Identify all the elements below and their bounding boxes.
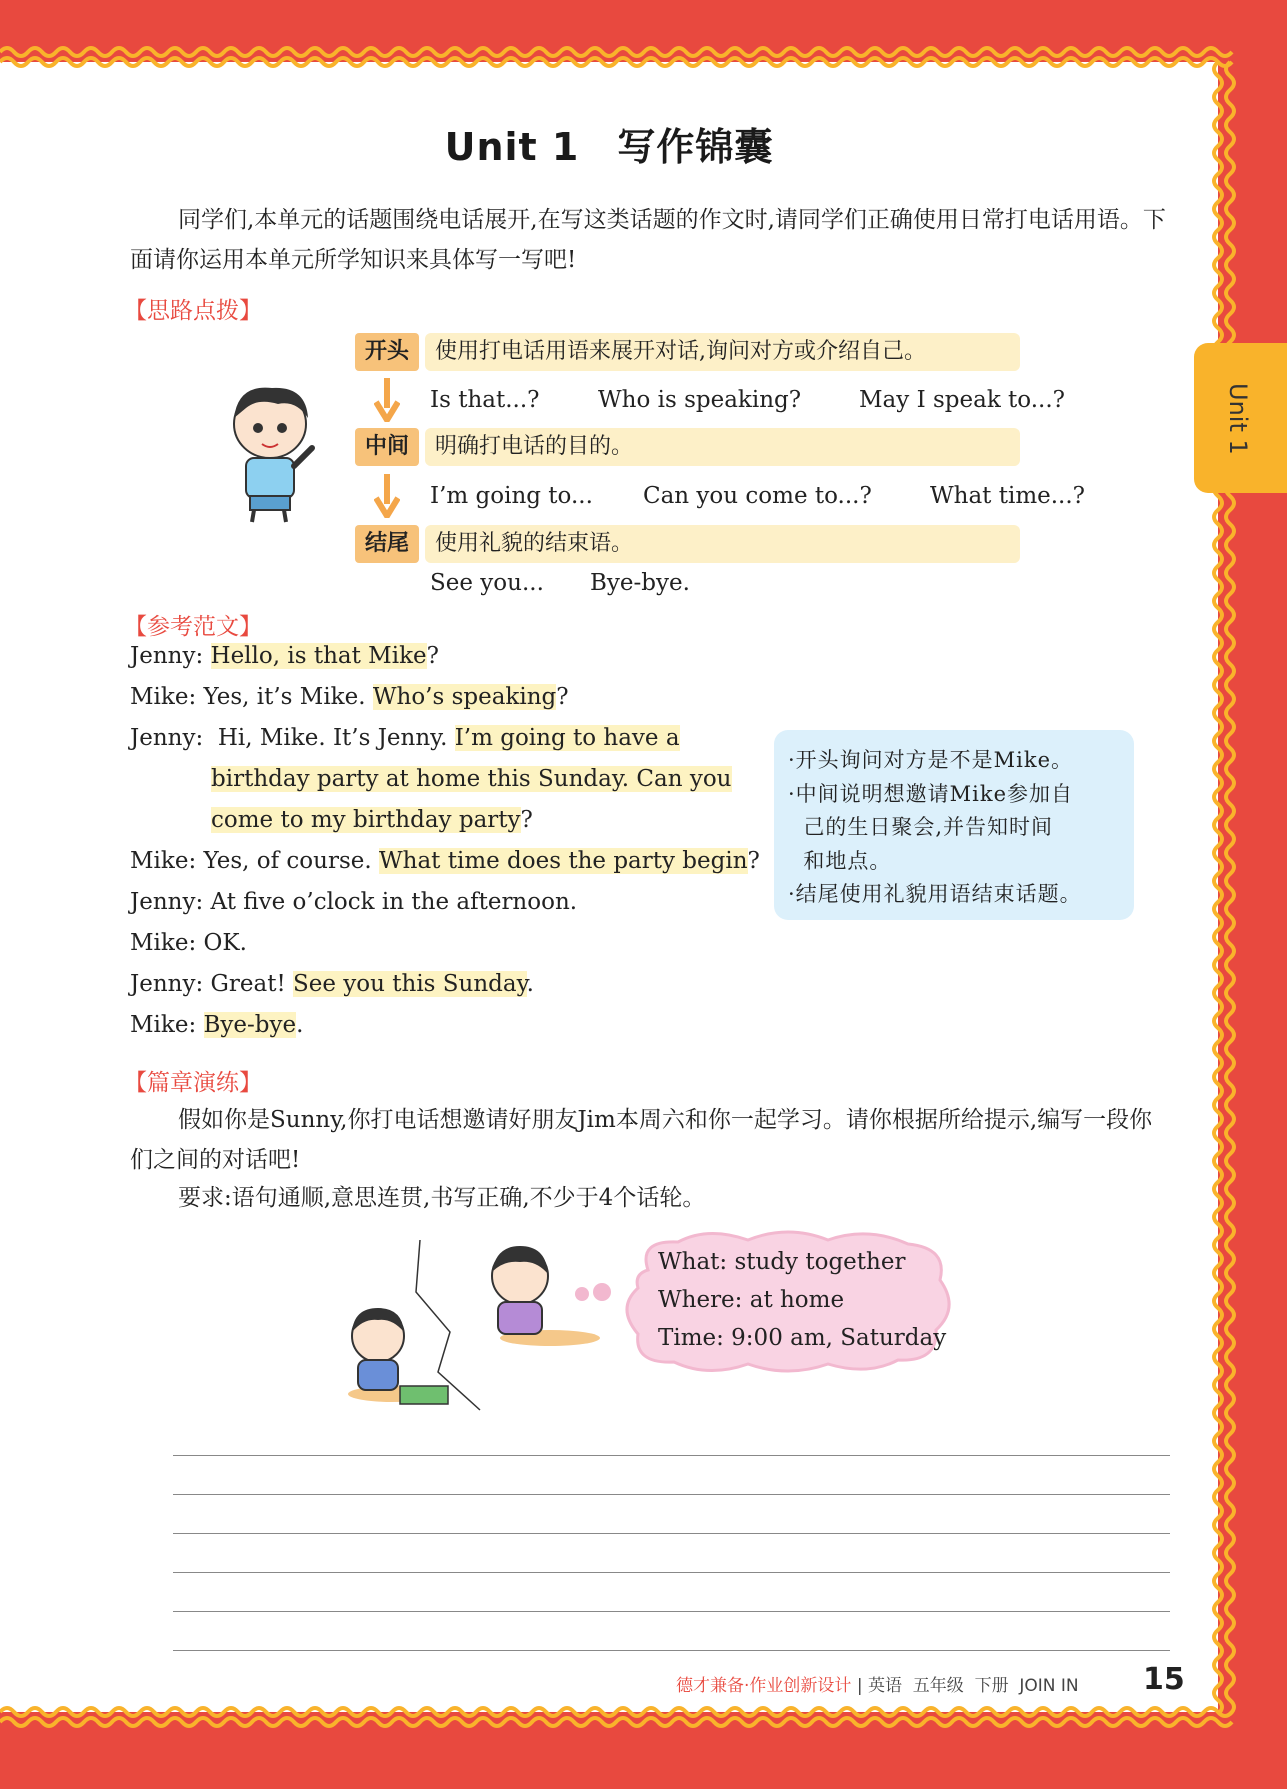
dialogue-line — [211, 759, 732, 800]
dialogue-line — [130, 841, 760, 882]
dialogue-text: ? — [556, 684, 569, 710]
example-middle-2: Can you come to...? — [643, 483, 872, 509]
dialogue-speaker: Mike: — [130, 684, 197, 710]
dialogue-line — [130, 964, 534, 1005]
tag-end: 结尾 — [355, 525, 419, 563]
example-end-2: Bye-bye. — [590, 570, 690, 596]
dialogue-text: Yes, of course. — [196, 848, 379, 874]
dialogue-text — [203, 643, 210, 669]
example-middle-3: What time...? — [930, 483, 1086, 509]
footer-term: 下册 — [974, 1676, 1009, 1696]
dialogue-speaker: Jenny: — [130, 725, 204, 751]
dialogue-highlight: Who’s speaking — [372, 684, 557, 710]
example-start-1: Is that...? — [430, 387, 540, 413]
requirement-text: 要求:语句通顺,意思连贯,书写正确,不少于4个话轮。 — [178, 1185, 706, 1211]
down-arrow-icon — [374, 378, 400, 422]
section-sample-heading: 【参考范文】 — [124, 614, 262, 640]
dialogue-line — [130, 1005, 303, 1046]
page-title: Unit 1 写作锦囊 — [444, 125, 774, 169]
dialogue-highlight: come to my birthday party — [211, 807, 521, 833]
dialogue-line — [211, 800, 533, 841]
example-start-2: Who is speaking? — [598, 387, 802, 413]
dialogue-highlight: What time does the party begin — [379, 848, 748, 874]
dialogue-highlight: Hello, is that Mike — [210, 643, 427, 669]
example-end-1: See you... — [430, 570, 544, 596]
dialogue-speaker: Jenny: — [130, 643, 204, 669]
dialogue-text: At five o’clock in the afternoon. — [203, 889, 578, 915]
cloud-time: Time: 9:00 am, Saturday — [658, 1325, 947, 1351]
cloud-where: Where: at home — [658, 1287, 845, 1313]
tip-line: ·结尾使用礼貌用语结束话题。 — [788, 882, 1082, 906]
dialogue-text: Hi, Mike. It’s Jenny. — [203, 725, 455, 751]
writing-line[interactable] — [173, 1650, 1170, 1651]
dialogue-speaker: Mike: — [130, 1012, 197, 1038]
footer-grade: 五年级 — [912, 1676, 964, 1696]
dialogue-text: Great! — [203, 971, 294, 997]
tip-box — [774, 730, 1134, 920]
tip-line: ·开头询问对方是不是Mike。 — [788, 748, 1074, 772]
down-arrow-icon — [374, 474, 400, 518]
example-middle-1: I’m going to... — [430, 483, 593, 509]
page-number: 15 — [1143, 1662, 1185, 1697]
dialogue-text: ? — [426, 643, 439, 669]
writing-line[interactable] — [173, 1533, 1170, 1534]
writing-line[interactable] — [173, 1455, 1170, 1456]
dialogue-highlight: I’m going to have a — [454, 725, 680, 751]
dialogue-text: . — [526, 971, 534, 997]
footer — [676, 1671, 1079, 1696]
dialogue-speaker: Mike: — [130, 930, 197, 956]
example-start-3: May I speak to...? — [859, 387, 1066, 413]
dialogue-text: Yes, it’s Mike. — [196, 684, 373, 710]
dialogue-line — [130, 718, 680, 759]
tag-middle: 中间 — [355, 428, 419, 466]
dialogue-text: . — [296, 1012, 304, 1038]
dialogue-highlight: birthday party at home this Sunday. Can you — [211, 766, 732, 792]
tip-line: 己的生日聚会,并告知时间 — [788, 815, 1054, 839]
dialogue-speaker: Mike: — [130, 848, 197, 874]
boy-illustration — [218, 378, 324, 524]
dialogue-text — [196, 1012, 203, 1038]
section-tips-heading: 【思路点拨】 — [124, 298, 262, 324]
tip-line: 和地点。 — [788, 848, 892, 873]
writing-line[interactable] — [173, 1494, 1170, 1495]
footer-edition: JOIN IN — [1019, 1676, 1079, 1696]
phone-call-illustration — [320, 1232, 620, 1414]
dialogue-line — [130, 677, 569, 718]
intro-paragraph: 同学们,本单元的话题围绕电话展开,在写这类话题的作文时,请同学们正确使用日常打电话用语。下面请你运用本单元所学知识来具体写一写吧! — [130, 207, 1166, 273]
bar-end: 使用礼貌的结束语。 — [425, 525, 1020, 563]
task-paragraph: 假如你是Sunny,你打电话想邀请好朋友Jim本周六和你一起学习。请你根据所给提示,编写一段你们之间的对话吧! — [130, 1107, 1153, 1173]
unit-side-tab: Unit 1 — [1194, 343, 1287, 493]
dialogue-line — [130, 636, 439, 677]
dialogue-highlight: See you this Sunday — [293, 971, 527, 997]
dialogue-text: OK. — [196, 930, 247, 956]
tip-line: ·中间说明想邀请Mike参加自 — [788, 781, 1074, 806]
tag-start: 开头 — [355, 333, 419, 371]
bar-middle: 明确打电话的目的。 — [425, 428, 1020, 466]
dialogue-speaker: Jenny: — [130, 889, 204, 915]
footer-separator: | — [856, 1676, 863, 1696]
footer-series: 德才兼备·作业创新设计 — [676, 1676, 852, 1696]
section-practice-heading: 【篇章演练】 — [124, 1070, 262, 1096]
dialogue-line — [130, 882, 577, 923]
dialogue-highlight: Bye-bye — [203, 1012, 297, 1038]
cloud-text — [658, 1243, 946, 1357]
writing-line[interactable] — [173, 1572, 1170, 1573]
bar-start: 使用打电话用语来展开对话,询问对方或介绍自己。 — [425, 333, 1020, 371]
writing-line[interactable] — [173, 1611, 1170, 1612]
dialogue-text: ? — [520, 807, 533, 833]
dialogue-text: ? — [747, 848, 760, 874]
dialogue-speaker: Jenny: — [130, 971, 204, 997]
cloud-what: What: study together — [658, 1249, 906, 1275]
footer-subject: 英语 — [867, 1676, 902, 1696]
dialogue-line — [130, 923, 247, 964]
